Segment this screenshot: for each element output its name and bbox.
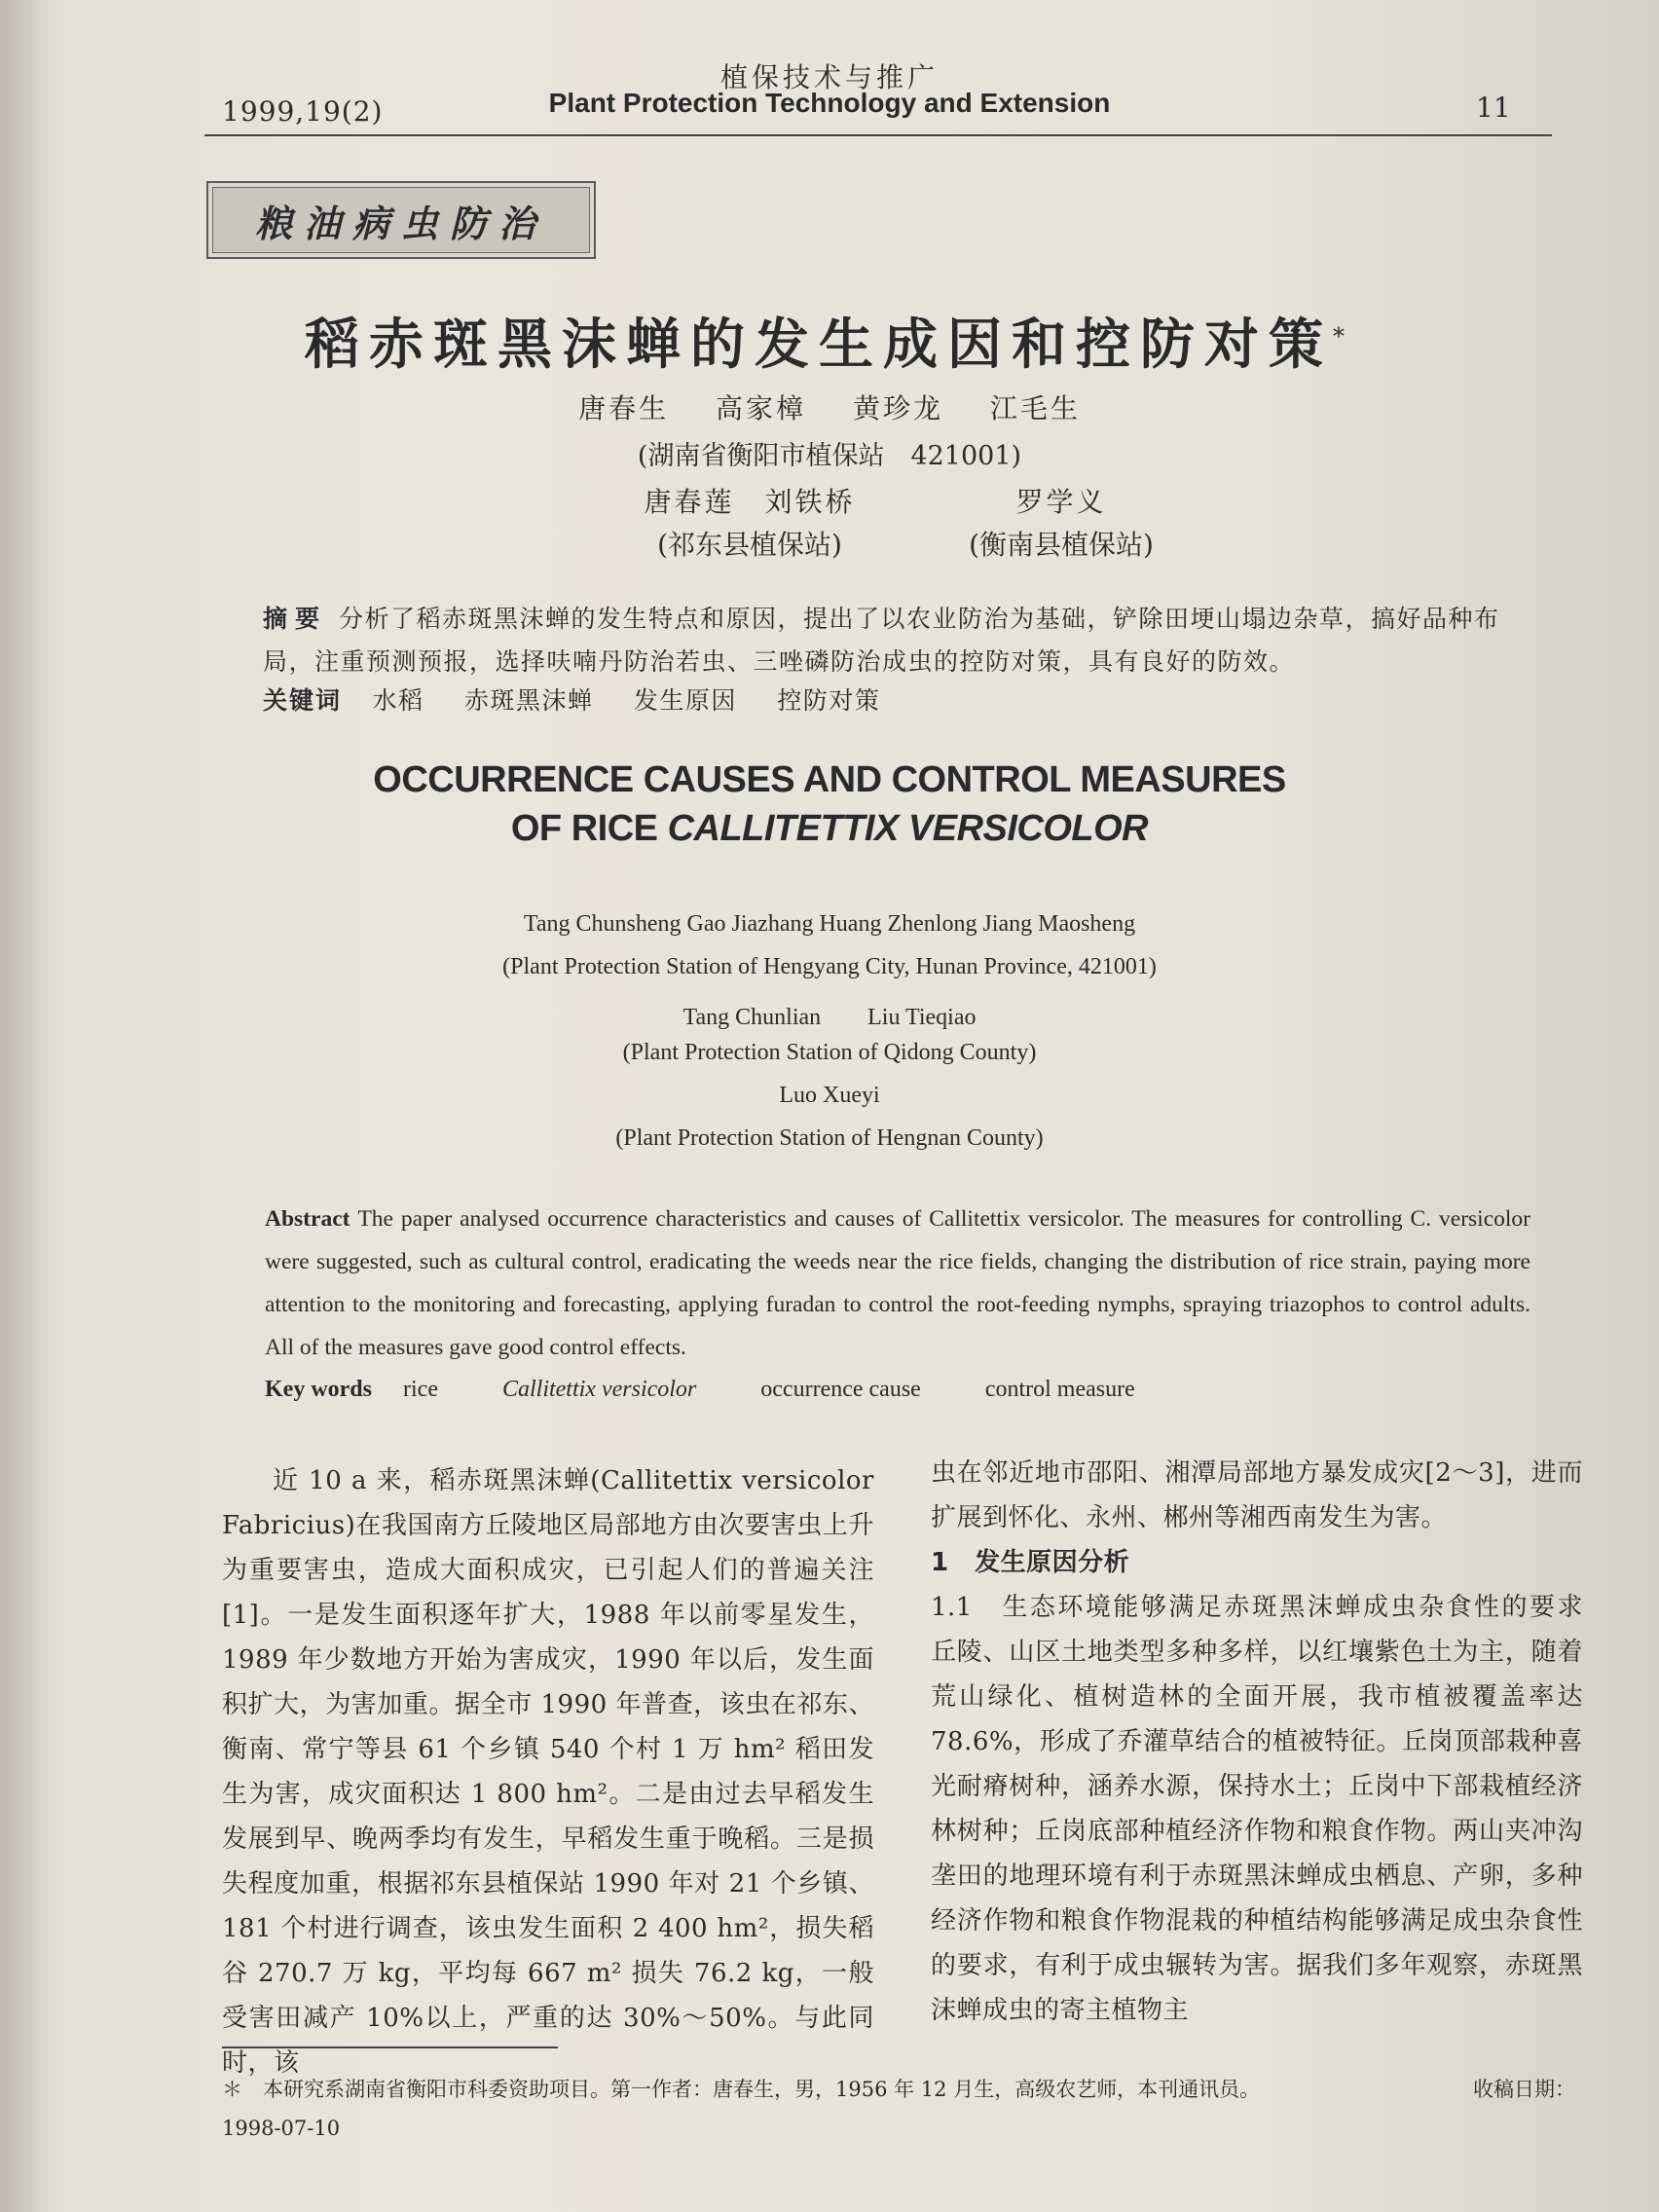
keyword-en-2: Callitettix versicolor: [501, 1377, 697, 1402]
keyword-en-1: rice: [403, 1377, 438, 1402]
authors-cn-group2: 唐春莲 刘铁桥: [644, 486, 856, 518]
abstract-cn: [263, 598, 1529, 683]
title-cn: [0, 302, 1659, 380]
keywords-en-label: Key words: [265, 1377, 372, 1402]
body-column-left: [222, 1458, 874, 2085]
author-cn-2: 高家樟: [716, 392, 807, 424]
section-heading-1: 1 发生原因分析: [931, 1548, 1130, 1577]
affiliation-cn-1: (湖南省衡阳市植保站 421001): [637, 441, 1022, 471]
header-volume: 1999,19(2): [222, 95, 384, 128]
author-cn-3: 黄珍龙: [852, 392, 943, 424]
received-label: 收稿日期：: [1473, 2078, 1575, 2101]
keyword-cn-3: 发生原因: [633, 686, 737, 715]
affiliation-cn-2: (祁东县植保站): [657, 529, 842, 561]
author-cn-4: 江毛生: [989, 392, 1081, 424]
abstract-en-text: The paper analysed occurrence characteristics and causes of Callitettix versicolor. The measures for controlling C. versicolor were suggested, such as cultural control, eradicating the weeds near the rice fields, changing the distribution of rice strain, paying more attention to the monitoring and forecasting, applying furadan to control the root-feeding nymphs, spraying triazophos to control adults. All of the measures gave good control effects.: [265, 1206, 1530, 1360]
author-cn-1: 唐春生: [578, 392, 670, 424]
title-en-line1: OCCURRENCE CAUSES AND CONTROL MEASURES: [373, 759, 1286, 800]
abstract-cn-label: 摘要: [263, 605, 328, 633]
keywords-en: [265, 1377, 1194, 1403]
keywords-cn: [263, 682, 911, 717]
header-journal-cn: 植保技术与推广: [719, 61, 939, 93]
header-journal-en: Plant Protection Technology and Extension: [548, 88, 1111, 118]
authors-cn-group3: 罗学义: [1015, 486, 1107, 518]
affiliation-cn-3: (衡南县植保站): [969, 529, 1154, 561]
title-en-line2-species: CALLITETTIX VERSICOLOR: [667, 808, 1149, 849]
abstract-en: [265, 1198, 1530, 1369]
body-paragraph-continued: 虫在邻近地市邵阳、湘潭局部地方暴发成灾[2～3]，进而扩展到怀化、永州、郴州等湘西南发生为害。: [931, 1458, 1583, 1532]
footnote-text: ＊ 本研究系湖南省衡阳市科委资助项目。第一作者：唐春生，男，1956 年 12 月生，高级农艺师，本刊通讯员。: [222, 2078, 1261, 2101]
section-label: 粮油病虫防治: [206, 181, 596, 259]
body-column-right: [931, 1451, 1609, 2033]
title-footnote-mark: *: [1333, 322, 1354, 350]
keyword-cn-1: 水稻: [372, 686, 424, 715]
subsection-1-1: 1.1 生态环境能够满足赤斑黑沫蝉成虫杂食性的要求 丘陵、山区土地类型多种多样，以红壤紫色土为主，随着荒山绿化、植树造林的全面开展，我市植被覆盖率达 78.6%，形成了乔灌草结合的植被特征。丘岗顶部栽种喜光耐瘠树种，涵养水源，保持水土；丘岗中下部栽植经济林树种；丘岗底部种植经济作物和粮食作物。两山夹冲沟垄田的地理环境有利于赤斑黑沫蝉成虫栖息、产卵，多种经济作物和粮食作物混栽的种植结构能够满足成虫杂食性的要求，有利于成虫辗转为害。据我们多年观察，赤斑黑沫蝉成虫的寄主植物主: [931, 1593, 1609, 2025]
authors-en-line3: Luo Xueyi: [779, 1083, 880, 1108]
abstract-cn-text: 分析了稻赤斑黑沫蝉的发生特点和原因，提出了以农业防治为基础，铲除田埂山塌边杂草，搞好品种布局，注重预测预报，选择呋喃丹防治若虫、三唑磷防治成虫的控防对策，具有良好的防效。: [263, 605, 1500, 676]
body-paragraph-intro: 近 10 a 来，稻赤斑黑沫蝉(Callitettix versicolor Fabricius)在我国南方丘陵地区局部地方由次要害虫上升为重要害虫，造成大面积成灾，已引起人们的普遍关注[1]。一是发生面积逐年扩大，1988 年以前零星发生，1989 年少数地方开始为害成灾，1990 年以后，发生面积扩大，为害加重。据全市 1990 年普查，该虫在祁东、衡南、常宁等县 61 个乡镇 540 个村 1 万 hm² 稻田发生为害，成灾面积达 1 800 hm²。二是由过去早稻发生发展到早、晚两季均有发生，早稻发生重于晚稻。三是损失程度加重，根据祁东县植保站 1990 年对 21 个乡镇、181 个村进行调查，该虫发生面积 2 400 hm²，损失稻谷 270.7 万 kg，平均每 667 m² 损失 76.2 kg，一般受害田减产 10%以上，严重的达 30%～50%。与此同时，该: [222, 1466, 874, 2078]
keyword-en-3: occurrence cause: [760, 1377, 921, 1402]
header-page-number: 11: [1476, 92, 1511, 124]
received-date: 1998-07-10: [222, 2117, 341, 2140]
footnote-rule: [222, 2046, 558, 2048]
keyword-en-4: control measure: [984, 1377, 1135, 1402]
footnote: [222, 2070, 1575, 2148]
abstract-en-label: Abstract: [265, 1206, 350, 1232]
keyword-cn-2: 赤斑黑沫蝉: [463, 686, 594, 715]
authors-cn-line1: [0, 387, 1659, 426]
title-cn-text: 稻赤斑黑沫蝉的发生成因和控防对策: [305, 313, 1333, 377]
affiliation-en-1: (Plant Protection Station of Hengyang City, Hunan Province, 421001): [502, 954, 1157, 979]
title-en-line2-prefix: OF RICE: [510, 808, 668, 849]
header-rule: [204, 134, 1552, 136]
affiliation-en-3: (Plant Protection Station of Hengnan County): [615, 1125, 1044, 1151]
keywords-cn-label: 关键词: [263, 686, 343, 715]
affiliation-en-2: (Plant Protection Station of Qidong County): [622, 1040, 1037, 1065]
authors-en-line1: Tang Chunsheng Gao Jiazhang Huang Zhenlong Jiang Maosheng: [523, 911, 1136, 937]
keyword-cn-4: 控防对策: [777, 686, 881, 715]
authors-en-line2: Tang Chunlian Liu Tieqiao: [682, 1005, 977, 1030]
title-en-line2: [0, 808, 1659, 850]
